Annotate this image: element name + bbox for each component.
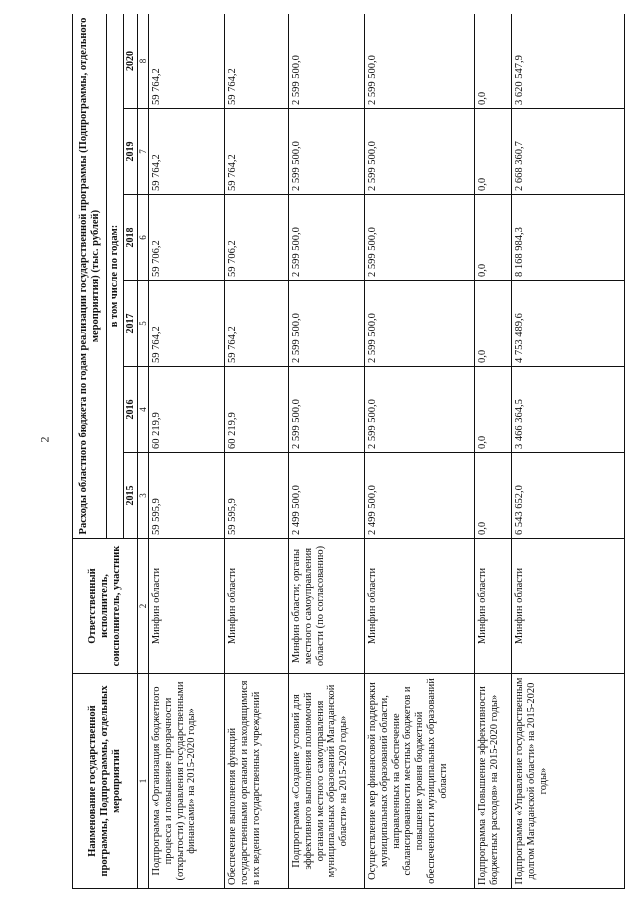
- row-executor: Минфин области: [365, 539, 475, 674]
- header-executor: Ответственный исполнитель, соисполнитель, участник: [73, 539, 138, 674]
- row-value: 2 499 500,0: [365, 453, 475, 539]
- column-number: 6: [137, 195, 148, 281]
- row-value: 0,0: [475, 195, 512, 281]
- row-value: 59 764,2: [225, 109, 289, 195]
- row-value: 59 764,2: [149, 109, 225, 195]
- column-number: 3: [137, 453, 148, 539]
- row-value: 59 706,2: [149, 195, 225, 281]
- row-value: 4 753 489,6: [512, 281, 625, 367]
- row-value: 59 595,9: [149, 453, 225, 539]
- table-row: [475, 14, 512, 889]
- row-value: 59 764,2: [225, 281, 289, 367]
- row-value: 0,0: [475, 14, 512, 109]
- table-row: [512, 14, 625, 889]
- row-name: Осуществление мер финансовой поддержки муниципальных образований области, направленных на обеспечение сбалансированности местных бюджетов и повышение уровня бюджетной обеспеченности муниципальных образований области: [365, 674, 475, 889]
- table-row: [289, 14, 365, 889]
- row-value: 59 706,2: [225, 195, 289, 281]
- header-year: 2016: [123, 367, 137, 453]
- header-name: Наименование государственной программы, Подпрограммы, отдельных мероприятий: [73, 674, 138, 889]
- row-value: 2 599 500,0: [365, 281, 475, 367]
- row-value: 59 764,2: [149, 14, 225, 109]
- row-executor: Минфин области: [475, 539, 512, 674]
- row-value: 2 499 500,0: [289, 453, 365, 539]
- row-value: 2 599 500,0: [365, 14, 475, 109]
- row-executor: Минфин области: [225, 539, 289, 674]
- table-row: [149, 14, 225, 889]
- table-row: [365, 14, 475, 889]
- row-name: Подпрограмма «Управление государственным долгом Магаданской области» на 2015-2020 годы»: [512, 674, 625, 889]
- row-value: 0,0: [475, 453, 512, 539]
- row-value: 59 764,2: [225, 14, 289, 109]
- row-value: 2 599 500,0: [365, 367, 475, 453]
- row-value: 60 219,9: [149, 367, 225, 453]
- column-number: 8: [137, 14, 148, 109]
- column-number: 4: [137, 367, 148, 453]
- header-year: 2015: [123, 453, 137, 539]
- row-value: 0,0: [475, 281, 512, 367]
- row-value: 2 599 500,0: [365, 109, 475, 195]
- row-value: 2 668 360,7: [512, 109, 625, 195]
- row-value: 2 599 500,0: [289, 367, 365, 453]
- row-name: Обеспечение выполнения функций государственными органами и находящимися в их ведении государственных учреждений: [225, 674, 289, 889]
- header-year: 2020: [123, 14, 137, 109]
- header-year: 2019: [123, 109, 137, 195]
- landscape-page: [72, 14, 625, 889]
- row-value: 59 595,9: [225, 453, 289, 539]
- row-name: Подпрограмма «Организация бюджетного процесса и повышение прозрачности (открытости) управления государственными финансами» на 2015-2020 годы»: [149, 674, 225, 889]
- row-value: 8 168 984,3: [512, 195, 625, 281]
- row-value: 0,0: [475, 367, 512, 453]
- header-year: 2018: [123, 195, 137, 281]
- row-value: 2 599 500,0: [289, 109, 365, 195]
- row-executor: Минфин области: [149, 539, 225, 674]
- header-year: 2017: [123, 281, 137, 367]
- column-number: 7: [137, 109, 148, 195]
- row-executor: Минфин области; органы местного самоуправления области (по согласованию): [289, 539, 365, 674]
- row-value: 3 466 364,5: [512, 367, 625, 453]
- table-row: [225, 14, 289, 889]
- budget-table: [72, 14, 625, 889]
- row-value: 59 764,2: [149, 281, 225, 367]
- rotated-table-viewport: [72, 14, 625, 889]
- row-value: 3 620 547,9: [512, 14, 625, 109]
- page-number: 2: [37, 436, 52, 443]
- row-value: 6 543 652,0: [512, 453, 625, 539]
- row-value: 0,0: [475, 109, 512, 195]
- row-value: 2 599 500,0: [289, 281, 365, 367]
- row-value: 2 599 500,0: [365, 195, 475, 281]
- header-by-year: в том числе по годам:: [107, 14, 124, 539]
- row-value: 60 219,9: [225, 367, 289, 453]
- column-number: 1: [137, 674, 148, 889]
- row-executor: Минфин области: [512, 539, 625, 674]
- row-value: 2 599 500,0: [289, 195, 365, 281]
- row-name: Подпрограмма «Создание условий для эффективного выполнения полномочий органами местного самоуправления муниципальных образований Магаданской области» на 2015-2020 годы»: [289, 674, 365, 889]
- header-expenses: Расходы областного бюджета по годам реализации государственной программы (Подпрограммы, отдельного мероприятия) (тыс. рублей): [73, 14, 107, 539]
- column-number: 2: [137, 539, 148, 674]
- column-number: 5: [137, 281, 148, 367]
- row-name: Подпрограмма «Повышение эффективности бюджетных расходов» на 2015-2020 годы»: [475, 674, 512, 889]
- row-value: 2 599 500,0: [289, 14, 365, 109]
